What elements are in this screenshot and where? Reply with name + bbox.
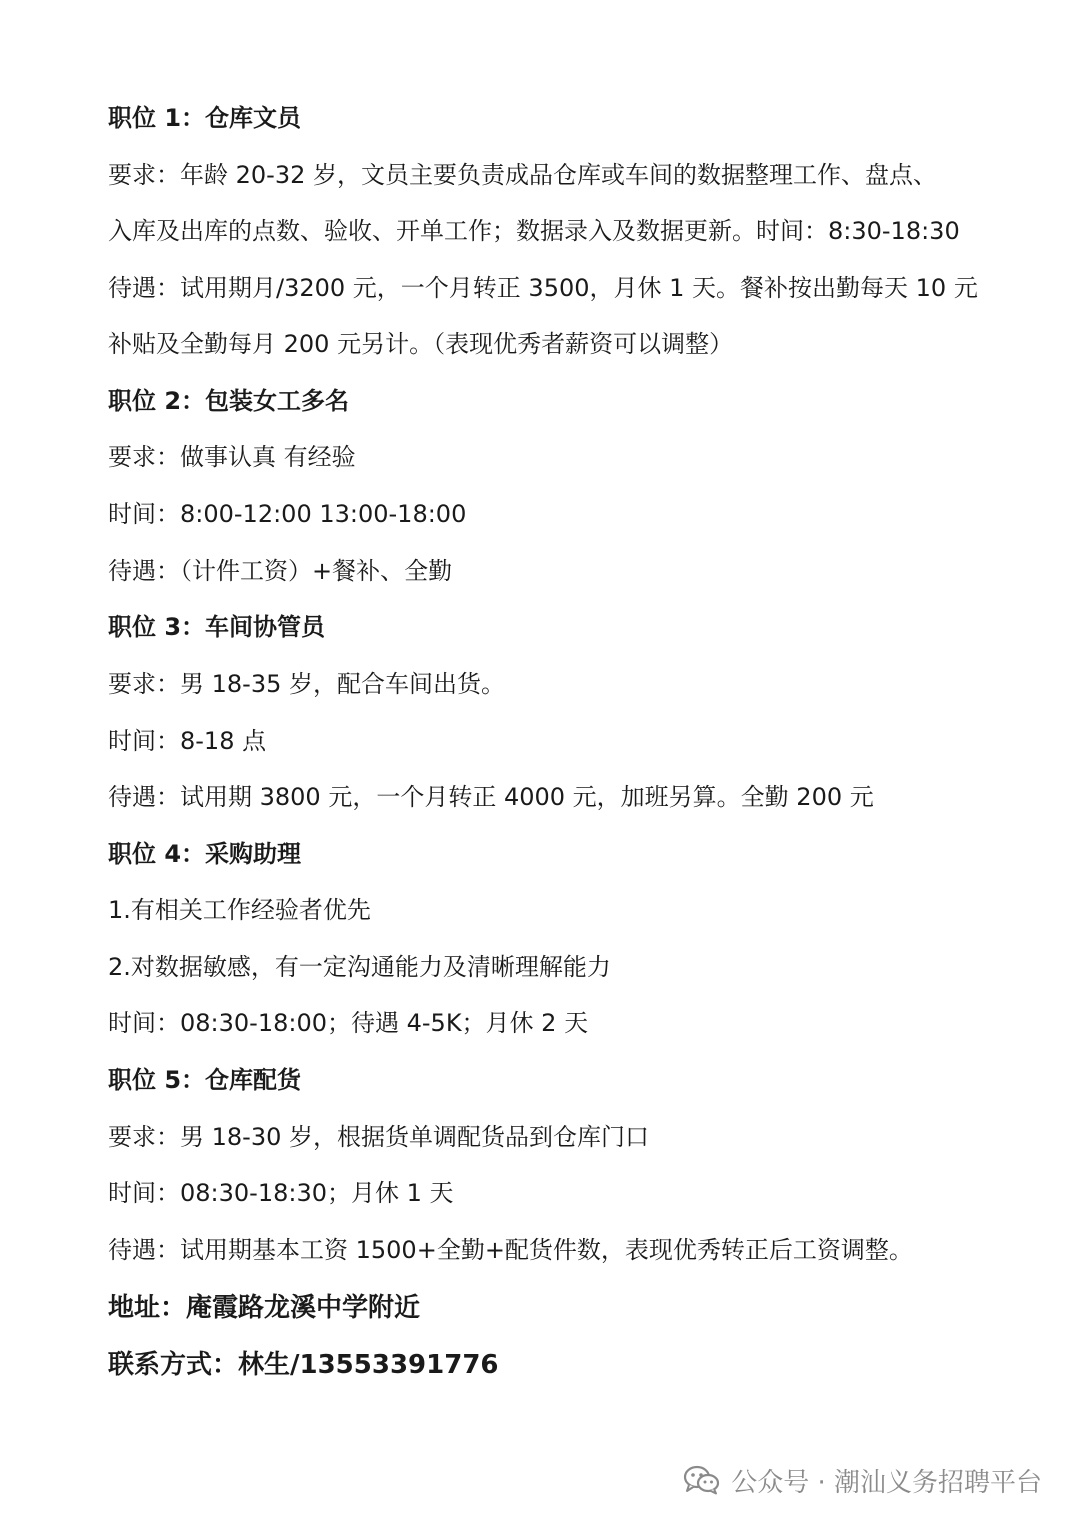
position-2-heading: 职位 2：包装女工多名 <box>108 387 350 415</box>
position-1-line-3: 待遇：试用期月/3200 元，一个月转正 3500，月休 1 天。餐补按出勤每天 10 元 <box>108 274 978 302</box>
wechat-watermark <box>683 1460 1042 1500</box>
position-1-line-4: 补贴及全勤每月 200 元另计。（表现优秀者薪资可以调整） <box>108 330 734 358</box>
position-5-heading: 职位 5：仓库配货 <box>108 1066 302 1094</box>
position-2-line-1: 要求：做事认真 有经验 <box>108 443 356 471</box>
address-line: 地址：庵霞路龙溪中学附近 <box>108 1293 421 1323</box>
position-2-line-2: 时间：8:00-12:00 13:00-18:00 <box>108 500 467 528</box>
position-5-line-3: 待遇：试用期基本工资 1500+全勤+配货件数，表现优秀转正后工资调整。 <box>108 1236 913 1264</box>
position-3-line-3: 待遇：试用期 3800 元，一个月转正 4000 元，加班另算。全勤 200 元 <box>108 783 874 811</box>
position-3-line-1: 要求：男 18-35 岁，配合车间出货。 <box>108 670 505 698</box>
position-5-line-1: 要求：男 18-30 岁，根据货单调配货品到仓库门口 <box>108 1123 649 1151</box>
position-1-line-2: 入库及出库的点数、验收、开单工作；数据录入及数据更新。时间：8:30-18:30 <box>108 217 960 245</box>
wechat-icon <box>683 1465 721 1495</box>
position-1-line-1: 要求：年龄 20-32 岁，文员主要负责成品仓库或车间的数据整理工作、盘点、 <box>108 161 937 189</box>
position-3-line-2: 时间：8-18 点 <box>108 727 267 755</box>
position-4-line-2: 2.对数据敏感，有一定沟通能力及清晰理解能力 <box>108 953 611 981</box>
position-4-line-3: 时间：08:30-18:00；待遇 4-5K；月休 2 天 <box>108 1009 589 1037</box>
position-5-line-2: 时间：08:30-18:30；月休 1 天 <box>108 1179 454 1207</box>
footer-text: 公众号 · 潮汕义务招聘平台 <box>731 1467 1042 1498</box>
position-1-heading: 职位 1：仓库文员 <box>108 104 302 132</box>
position-4-line-1: 1.有相关工作经验者优先 <box>108 896 371 924</box>
position-3-heading: 职位 3：车间协管员 <box>108 613 326 641</box>
position-4-heading: 职位 4：采购助理 <box>108 840 302 868</box>
contact-line: 联系方式：林生/13553391776 <box>108 1350 499 1380</box>
position-2-line-3: 待遇：（计件工资）+餐补、全勤 <box>108 557 453 585</box>
